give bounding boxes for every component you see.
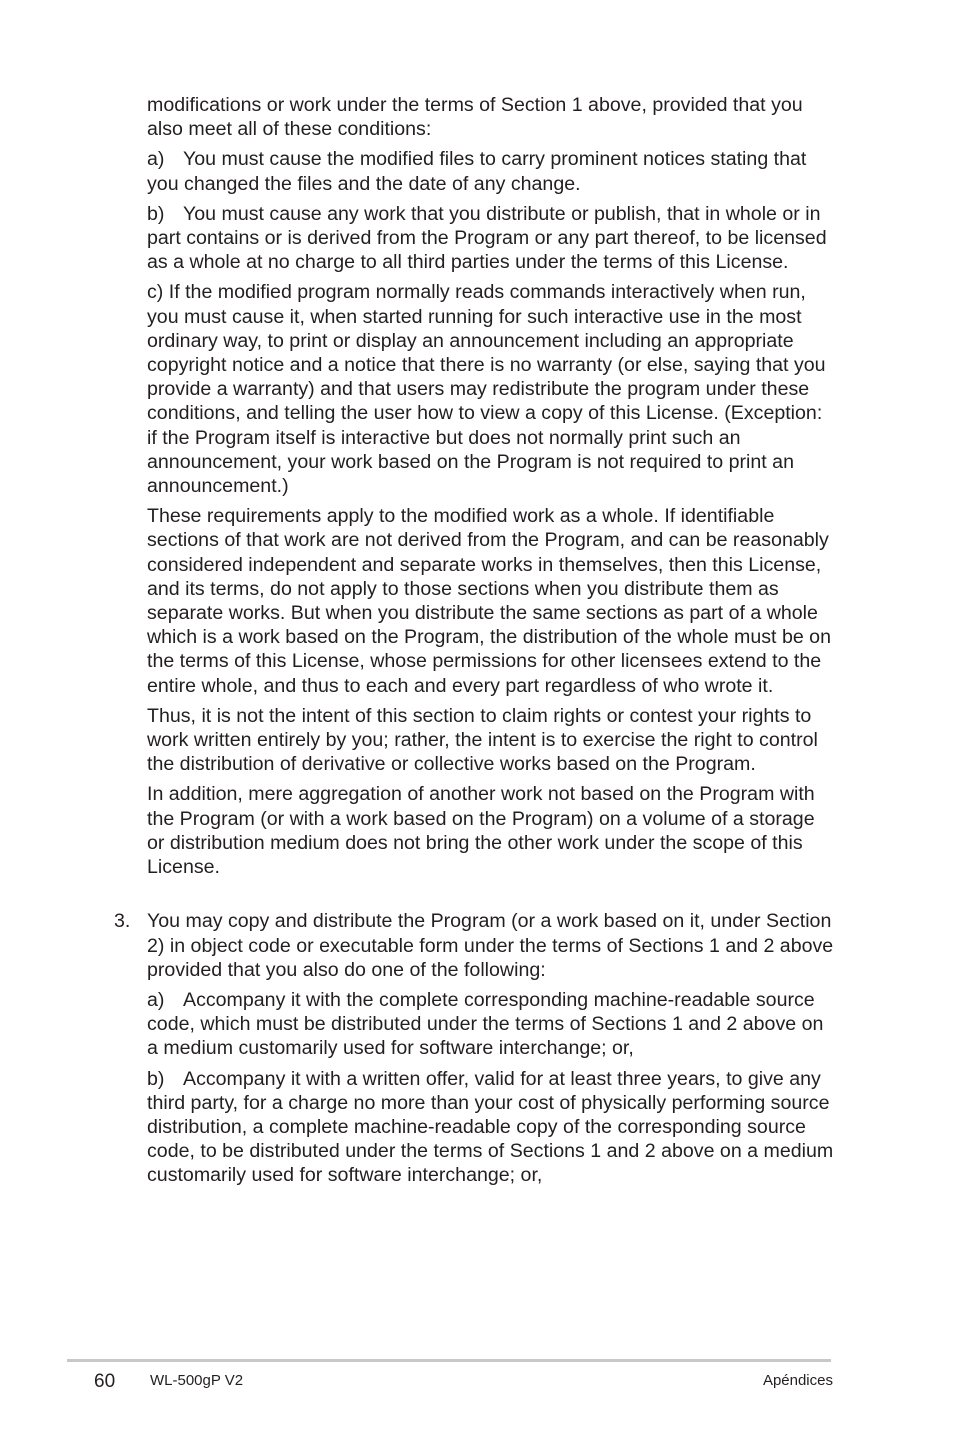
- option-b-text: Accompany it with a written offer, valid for at least three years, to give any third party, for a charge no more than your cost of physically performing source distribution, a complete machine-readable copy of the corresponding source code, to be distributed under the terms of Sections 1 and 2 above on a medium customarily used for software interchange; or,: [147, 1067, 834, 1187]
- section-3-option-b: [147, 1067, 837, 1188]
- section-3-number: 3.: [114, 910, 131, 933]
- intro-paragraph: modifications or work under the terms of Section 1 above, provided that you also meet all of these conditions:: [147, 94, 803, 141]
- condition-b-text: You must cause any work that you distribute or publish, that in whole or in part contains or is derived from the Program or any part thereof, to be licensed as a whole at no charge to all third parties under the terms of this License.: [147, 202, 827, 274]
- condition-c: c) If the modified program normally reads commands interactively when run, you must cause it, when started running for such interactive use in the most ordinary way, to print or display an announcement including an appropriate copyright notice and a notice that there is no warranty (or else, saying that you provide a warranty) and that users may redistribute the program under these conditions, and telling the user how to view a copy of this License. (Exception: if the Program itself is interactive but does not normally print such an announcement, your work based on the Program is not required to print an announcement.): [147, 281, 826, 498]
- condition-b: [147, 202, 837, 275]
- condition-b-label: b): [147, 202, 165, 225]
- option-a-label: a): [147, 988, 165, 1011]
- page-number: 60: [94, 1371, 116, 1392]
- intent-paragraph: Thus, it is not the intent of this section to claim rights or contest your rights to work written entirely by you; rather, the intent is to exercise the right to control the distribution of derivative or collective works based on the Program.: [147, 704, 818, 776]
- option-b-label: b): [147, 1067, 165, 1090]
- footer-divider: [67, 1359, 831, 1362]
- license-body: [114, 93, 837, 1194]
- section-3-text: You may copy and distribute the Program (or a work based on it, under Section 2) in object code or executable form under the terms of Sections 1 and 2 above provided that you also do one of the following:: [147, 910, 834, 981]
- condition-a-label: a): [147, 148, 165, 171]
- condition-a: [147, 147, 837, 195]
- option-a-text: Accompany it with the complete corresponding machine-readable source code, which must be distributed under the terms of Sections 1 and 2 above on a medium customarily used for software interchange; or,: [147, 988, 824, 1060]
- section-name: Apéndices: [762, 1372, 833, 1389]
- document-name: WL-500gP V2: [150, 1372, 244, 1389]
- section-3: [114, 909, 837, 1187]
- requirements-paragraph: These requirements apply to the modified work as a whole. If identifiable sections of that work are not derived from the Program, and can be reasonably considered independent and separate works in themselves, then this License, and its terms, do not apply to those sections when you distribute them as separate works. But when you distribute the same sections as part of a whole which is a work based on the Program, the distribution of the whole must be on the terms of this License, whose permissions for other licensees extend to the entire whole, and thus to each and every part regardless of who wrote it.: [147, 505, 831, 697]
- aggregation-paragraph: In addition, mere aggregation of another work not based on the Program with the Program (or with a work based on the Program) on a volume of a storage or distribution medium does not bring the other work under the scope of this License.: [147, 783, 815, 879]
- section-3-option-a: [147, 988, 837, 1061]
- condition-a-text: You must cause the modified files to carry prominent notices stating that you changed the files and the date of any change.: [147, 148, 807, 195]
